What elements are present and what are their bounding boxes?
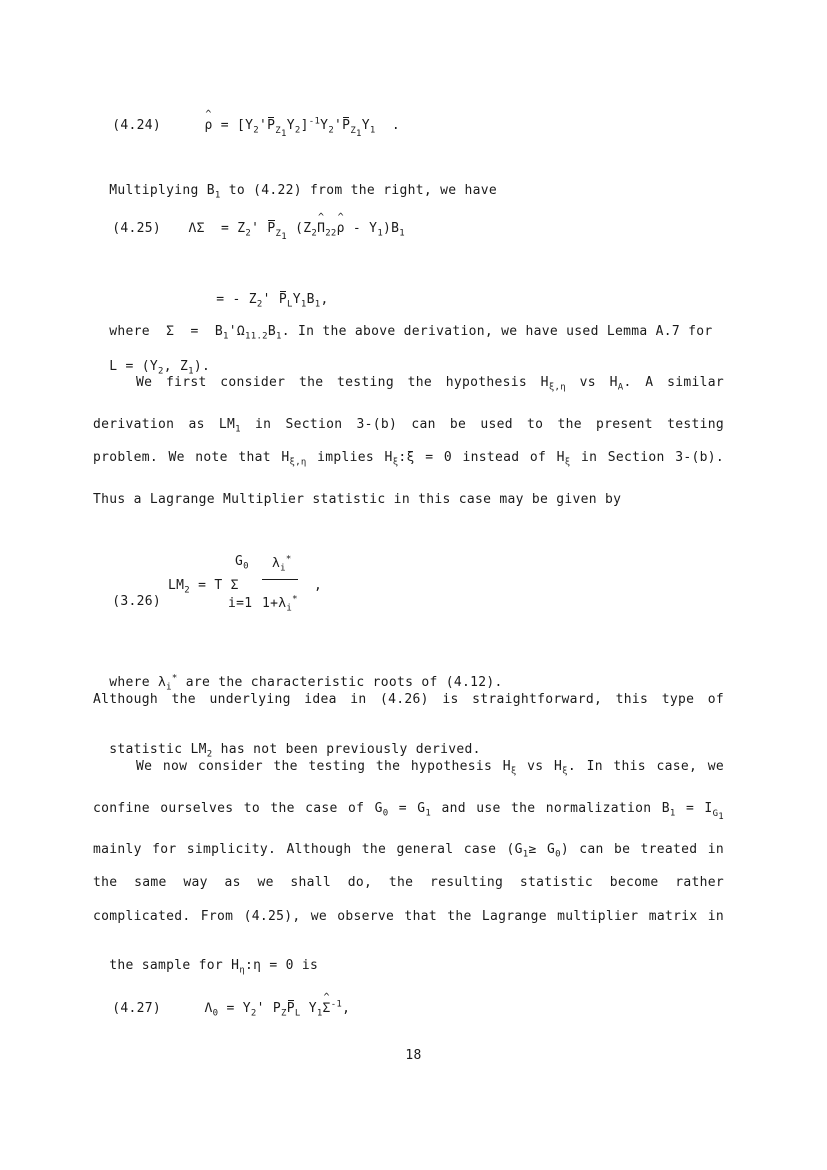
text-where-lambda: where $\lambda_i^*$ are the characteristic roots of (4.12).: [109, 673, 503, 693]
page-number: 18: [405, 1048, 422, 1063]
equation-body: $\Lambda\Sigma = Z_2'$ $P_{Z_1}$ ($Z_2\^{}$ $\Pi_{22}\^{}$ ρ - $Y_1)B_1$: [156, 205, 405, 253]
equation-label: (3.26): [112, 594, 162, 609]
equation-label: (4.25): [112, 221, 162, 236]
text-para2-line4: the same way as we shall do, the resulting statistic become rather: [93, 875, 724, 890]
text-para2-line2: confine ourselves to the case of $G_0 = G_1$ and use the normalization $B_1 = I_{G_1}$: [93, 801, 725, 822]
text-where-sigma: where $\Sigma = B_1'\Omega_{11.2}B_1$. In the above derivation, we have used Lemma A.7 for: [109, 324, 713, 342]
equation-4-27: [96, 985, 351, 1033]
equation-label: (4.24): [112, 118, 162, 133]
text-para2-line6: the sample for $H_\eta:\eta = 0$ is: [109, 958, 319, 976]
text-although-line2: statistic $LM_2$ has not been previously derived.: [109, 742, 481, 760]
equation-body: ^ $\rho = [Y_2'P_{Z_1}Y_2]^{-1}Y_2'P_{Z_1}Y_1$ .: [172, 102, 400, 150]
equation-4-24: [96, 102, 400, 150]
text-para1-line2: derivation as $LM_1$ in Section 3-(b) can be used to the present testing: [93, 417, 724, 435]
equation-label: (4.27): [112, 1001, 162, 1016]
text-l-definition: $L = (Y_2$, $Z_1$).: [109, 359, 211, 377]
text-multiplying: Multiplying $B_1$ to (4.22) from the right, we have: [109, 183, 497, 201]
text-para2-line5: complicated. From (4.25), we observe that the Lagrange multiplier matrix in: [93, 909, 724, 924]
equation-body: $\Lambda_0 = Y_2'$ $P_ZP_L$ $Y_1\^{}$ $\Sigma^{-1}$,: [172, 985, 350, 1033]
text-para1-line1: We first consider the testing the hypothesis $H_{\xi,\eta}$ vs $H_A$. A similar: [136, 375, 724, 393]
text-para1-line3: problem. We note that $H_{\xi,\eta}$ implies $H_\xi:\xi = 0$ instead of $H_\xi$ in Section 3-(b).: [93, 450, 724, 468]
text-although-line1: Although the underlying idea in (4.26) is straightforward, this type of: [93, 692, 724, 707]
text-para2-line3: mainly for simplicity. Although the general case $(G_1\ge G_0)$ can be treated in: [93, 842, 724, 860]
equation-3-26: [96, 578, 161, 610]
equation-4-25: [96, 205, 406, 253]
equation-4-25-continued: = - $Z_2'$ $P_LY_1B_1$,: [216, 292, 329, 310]
text-para2-line1: We now consider the testing the hypothesis $H_\xi$ vs $H_\xi$. In this case, we: [136, 759, 724, 777]
equation-3-26-body: $LM_2 = T$ Σ $G_0$ i=1 $\lambda_i^*$ $1+\lambda_i^*$ ,: [168, 554, 323, 614]
text-para1-line4: Thus a Lagrange Multiplier statistic in this case may be given by: [93, 492, 622, 507]
